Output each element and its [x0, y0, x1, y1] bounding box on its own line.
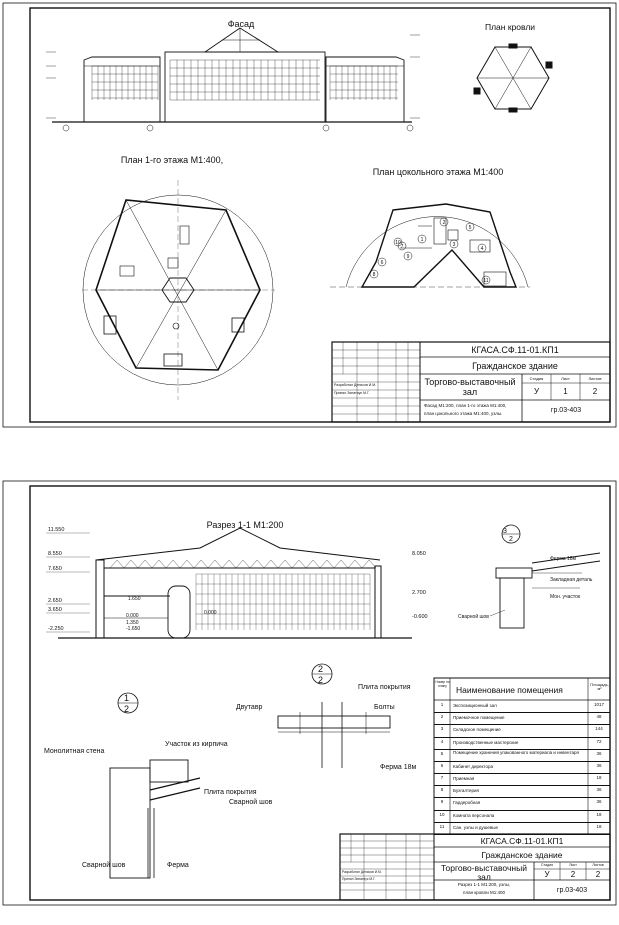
room-number: 5 [468, 225, 472, 231]
level-mark-left: 7.650 [48, 566, 62, 572]
level-mark-left: 11.550 [48, 527, 65, 533]
stamp2-sheets-hdr: Листов [592, 863, 604, 867]
table-cell-num: 8 [440, 787, 444, 793]
table-cell-area: 72 [596, 738, 602, 744]
stamp1-title-1: Торгово-выставочный [424, 377, 516, 387]
table-cell-area: 36 [596, 762, 602, 768]
node-1-truss: Ферма [167, 862, 189, 869]
node-1-wall: Монолитная стена [44, 748, 105, 755]
node-2-den: 2 [318, 675, 324, 685]
level-mark-left: 2.650 [48, 598, 62, 604]
inner-frame [30, 8, 610, 422]
table-h-area: Площадь, м² [590, 682, 609, 692]
table-row-divider [434, 724, 610, 725]
room-number: 4 [480, 246, 484, 252]
facade-drawing [52, 28, 412, 122]
table-row-divider [434, 773, 610, 774]
room-number: 7 [400, 244, 404, 250]
table-cell-name: Кабинет директора [453, 763, 494, 769]
stamp2-developer: Разработал Денисов И.М. [342, 870, 382, 874]
plan-1-drawing [82, 180, 275, 400]
table-cell-area: 36 [596, 799, 602, 805]
stamp2-group: гр.03-403 [556, 887, 588, 894]
table-cell-area: 1017 [593, 702, 604, 707]
stamp2-stage-hdr: Стадия [541, 863, 553, 867]
stamp2-checker: Принял Зинатиус М.Г. [342, 877, 376, 881]
stamp1-stage-hdr: Стадия [529, 376, 544, 381]
table-cell-num: 2 [440, 714, 444, 720]
facade-title: Фасад [227, 19, 255, 29]
drawing-sheet-2 [0, 478, 619, 908]
node-2-truss: Ферма 18м [380, 764, 417, 771]
level-mark-inner: 1.350 [126, 620, 139, 626]
section-title: Разрез 1-1 М1:200 [206, 520, 284, 530]
level-mark-left: 8.550 [48, 551, 62, 557]
table-cell-num: 5 [440, 750, 444, 756]
room-number: 6 [380, 260, 384, 266]
stamp2-title-1: Торгово-выставочный [441, 863, 527, 873]
node-1-drawing [110, 693, 200, 878]
table-cell-name: Гардеробная [453, 800, 481, 806]
room-number: 3 [452, 242, 456, 248]
stamp1-checker: Принял Зинатиус М.Г. [334, 391, 370, 395]
table-cell-num: 6 [440, 762, 444, 768]
plan-0-title: План цокольного этажа М1:400 [372, 167, 504, 177]
level-mark-right: 2.700 [412, 590, 426, 596]
stamp2-stage: У [544, 870, 550, 879]
table-cell-area: 144 [595, 726, 603, 732]
stamp2-project: Гражданское здание [481, 850, 563, 860]
table-cell-area: 18 [596, 823, 602, 829]
table-cell-name: Приемная [453, 776, 475, 782]
stamp1-code: КГАСА.СФ.11-01.КП1 [471, 345, 559, 355]
stamp1-sheet: 1 [563, 387, 568, 396]
table-h-name: Наименование помещения [456, 685, 563, 695]
table-cell-area: 18 [596, 775, 602, 781]
table-cell-num: 3 [440, 726, 444, 732]
facade-axes [63, 125, 413, 131]
table-row-divider [434, 822, 610, 823]
level-mark-inner: 1.650 [128, 596, 141, 602]
table-row-divider [434, 785, 610, 786]
node-2-slab: Плита покрытия [358, 684, 411, 691]
stamp2-title-2: зал [477, 872, 491, 882]
node-1-num: 1 [124, 693, 130, 703]
node-1-brick: Участок из кирпича [165, 741, 228, 748]
drawing-sheet-1 [0, 0, 619, 430]
table-h-num: Номер по плану [435, 680, 450, 688]
stamp2-code: КГАСА.СФ.11-01.КП1 [480, 836, 564, 846]
table-cell-area: 18 [596, 811, 602, 817]
node-3-mon: Мон. участок [550, 594, 581, 600]
table-cell-name: Помещение хранения упакованного материала и инвентаря [453, 749, 579, 755]
node-3-truss: Ферма 18м [550, 556, 576, 562]
table-cell-name: Складское помещение [453, 727, 501, 733]
node-2-num: 2 [318, 664, 324, 674]
stamp1-project: Гражданское здание [472, 361, 558, 371]
node-1-den: 2 [124, 704, 130, 714]
table-row-divider [434, 737, 610, 738]
level-mark-right: 8.050 [412, 551, 426, 557]
room-number: 1 [420, 237, 424, 243]
table-cell-name: Экспозиционный зал [453, 703, 497, 708]
stamp2-sheet-hdr: Лист [569, 863, 577, 867]
table-cell-name: Бухгалтерия [453, 788, 479, 794]
node-2-bolts: Болты [374, 704, 395, 711]
section-level-marks [46, 527, 428, 632]
stamp1-sheet-hdr: Лист [561, 376, 570, 381]
node-3-den: 2 [509, 536, 513, 543]
stamp1-contents-1: Фасад М1:200, план 1-го этажа М1:400, [424, 403, 507, 408]
table-cell-name: Приемочное помещение [453, 715, 505, 721]
table-row-divider [434, 712, 610, 713]
table-cell-name: Сан. узлы и душевые [453, 824, 499, 830]
room-number: 8 [372, 272, 376, 278]
table-row-divider [434, 810, 610, 811]
table-cell-name: Комната персонала [453, 812, 495, 818]
level-mark-right: -0.600 [412, 614, 428, 620]
roof-plan-title: План кровли [484, 22, 536, 32]
node-3-num: 3 [503, 528, 507, 535]
stamp2-sheet: 2 [570, 870, 576, 879]
stamp2-sheets: 2 [595, 870, 601, 879]
node-2-drawing [278, 664, 390, 768]
table-row-divider [434, 834, 610, 835]
stamp1-sheets-hdr: Листов [588, 376, 602, 381]
stamp1-contents-2: план цокольного этажа М1:400, узлы. [424, 411, 503, 416]
node-2-weld: Сварной шов [229, 799, 273, 806]
stamp1-stage: У [533, 387, 540, 396]
room-number: 9 [406, 254, 410, 260]
level-mark-inner: 0.000 [126, 613, 139, 619]
table-cell-name: Производственные мастерские [453, 739, 519, 745]
stamp1-developer: Разработал Денисов И.М. [334, 383, 377, 387]
table-cell-num: 9 [440, 799, 444, 805]
room-number: 11 [483, 278, 489, 284]
table-cell-num: 11 [439, 823, 445, 829]
room-number: 10 [395, 240, 401, 246]
table-cell-area: 48 [596, 714, 602, 720]
level-mark-inner: 0.000 [204, 610, 217, 616]
table-cell-num: 1 [440, 702, 444, 707]
table-cell-num: 4 [440, 738, 444, 744]
table-row-divider [434, 797, 610, 798]
level-mark-inner: -1.650 [126, 626, 141, 632]
table-cell-area: 36 [596, 787, 602, 793]
room-number: 2 [442, 220, 446, 226]
stamp1-sheets: 2 [592, 387, 598, 396]
table-row-divider [434, 761, 610, 762]
level-mark-left: 3.650 [48, 607, 62, 613]
plan-1-title: План 1-го этажа М1:400, [120, 155, 224, 165]
stamp2-contents-2: план кровли М1:400 [463, 890, 505, 895]
table-cell-area: 36 [596, 750, 602, 756]
stamp1-title-2: зал [462, 387, 478, 397]
level-mark-left: -2.250 [48, 626, 64, 632]
plan-0-drawing [330, 204, 530, 287]
section-drawing [58, 528, 412, 638]
table-cell-num: 7 [440, 775, 444, 781]
stamp1-group: гр.03-403 [550, 407, 582, 414]
node-1-weld: Сварной шов [82, 862, 126, 869]
stamp2-contents-1: Разрез 1-1 М1:200, узлы, [457, 882, 511, 887]
table-cell-num: 10 [439, 811, 445, 817]
node-3-embedded: Закладная деталь [550, 577, 593, 583]
node-2-ibeam: Двутавр [236, 704, 263, 711]
roof-plan-drawing [474, 44, 552, 112]
node-1-slab: Плита покрытия [204, 789, 257, 796]
node-3-weld: Сварной шов [458, 614, 489, 620]
